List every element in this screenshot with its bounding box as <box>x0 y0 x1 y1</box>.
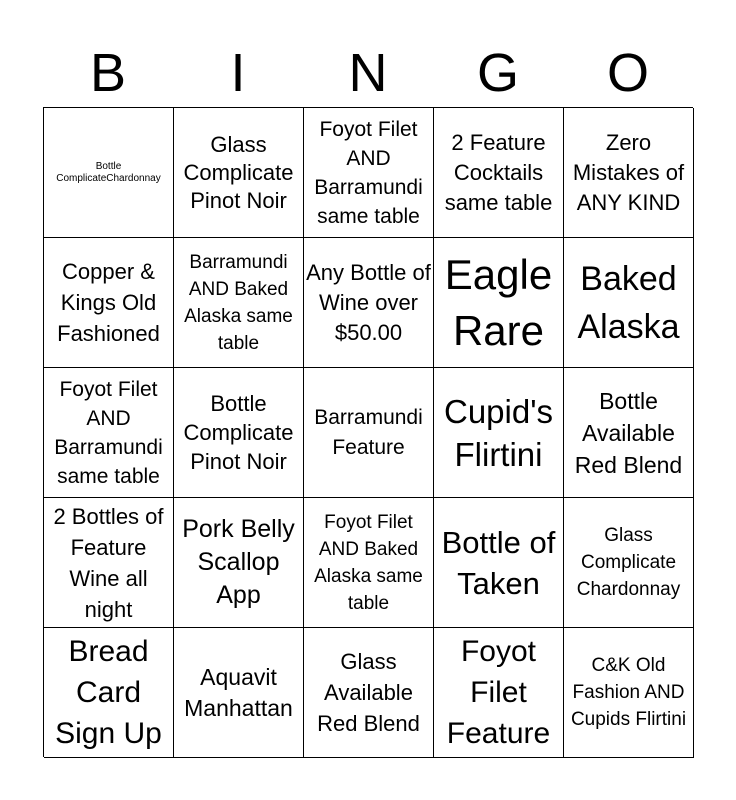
bingo-cell[interactable] <box>174 108 304 238</box>
bingo-cell[interactable] <box>44 108 174 238</box>
bingo-cell[interactable] <box>174 628 304 758</box>
cell-text: Bottle Available Red Blend <box>574 387 683 478</box>
header-letter-o: O <box>606 43 649 103</box>
bingo-cell[interactable] <box>434 238 564 368</box>
cell-text: Bottle Complicate Pinot Noir <box>183 391 294 474</box>
cell-text: C&K Old Fashion AND Cupids Flirtini <box>570 655 687 730</box>
bingo-cell[interactable] <box>304 498 434 628</box>
bingo-cell[interactable] <box>174 238 304 368</box>
cell-text: Foyot Filet AND Barramundi same table <box>314 117 423 228</box>
cell-text: Cupid's Flirtini <box>443 392 554 473</box>
bingo-cell[interactable] <box>304 628 434 758</box>
cell-text: Barramundi AND Baked Alaska same table <box>184 251 293 354</box>
cell-text: Any Bottle of Wine over $50.00 <box>306 259 431 345</box>
cell-text: Zero Mistakes of ANY KIND <box>572 129 685 215</box>
bingo-cell[interactable] <box>304 108 434 238</box>
bingo-cell[interactable] <box>44 238 174 368</box>
cell-text: Baked Alaska <box>577 259 680 346</box>
cell-text: 2 Feature Cocktails same table <box>444 129 553 215</box>
bingo-cell[interactable] <box>304 368 434 498</box>
cell-text: Glass Complicate Chardonnay <box>576 525 681 600</box>
bingo-cell[interactable] <box>564 108 694 238</box>
cell-text: Pork Belly Scallop App <box>182 515 295 609</box>
cell-text: Bottle ComplicateChardonnay <box>56 160 161 184</box>
bingo-grid <box>43 107 693 757</box>
cell-text: 2 Bottles of Feature Wine all night <box>53 503 164 622</box>
header-letter-b: B <box>89 43 127 103</box>
cell-text: Bread Card Sign Up <box>55 635 162 750</box>
cell-text: Barramundi Feature <box>314 405 423 459</box>
bingo-header <box>43 40 693 106</box>
header-letter-n: N <box>348 43 388 103</box>
cell-text: Aquavit Manhattan <box>184 663 293 721</box>
cell-text: Foyot Filet AND Baked Alaska same table <box>314 511 423 614</box>
bingo-cell[interactable] <box>434 628 564 758</box>
cell-text: Foyot Filet AND Barramundi same table <box>54 377 163 488</box>
cell-text: Eagle Rare <box>444 250 553 354</box>
cell-text: Glass Available Red Blend <box>317 649 420 736</box>
cell-text: Foyot Filet Feature <box>446 635 551 750</box>
cell-text: Glass Complicate Pinot Noir <box>183 131 294 213</box>
bingo-cell[interactable] <box>434 368 564 498</box>
bingo-cell[interactable] <box>564 498 694 628</box>
cell-text: Copper & Kings Old Fashioned <box>57 259 160 346</box>
bingo-cell[interactable] <box>174 498 304 628</box>
bingo-cell[interactable] <box>434 108 564 238</box>
bingo-cell[interactable] <box>44 368 174 498</box>
bingo-cell[interactable] <box>564 238 694 368</box>
bingo-cell[interactable] <box>564 368 694 498</box>
bingo-cell[interactable] <box>564 628 694 758</box>
bingo-cell[interactable] <box>44 498 174 628</box>
bingo-cell[interactable] <box>44 628 174 758</box>
cell-text: Bottle of Taken <box>441 524 556 601</box>
bingo-cell[interactable] <box>434 498 564 628</box>
bingo-cell[interactable] <box>304 238 434 368</box>
header-letter-g: G <box>476 43 519 103</box>
bingo-cell[interactable] <box>174 368 304 498</box>
header-letter-i: I <box>230 43 246 103</box>
